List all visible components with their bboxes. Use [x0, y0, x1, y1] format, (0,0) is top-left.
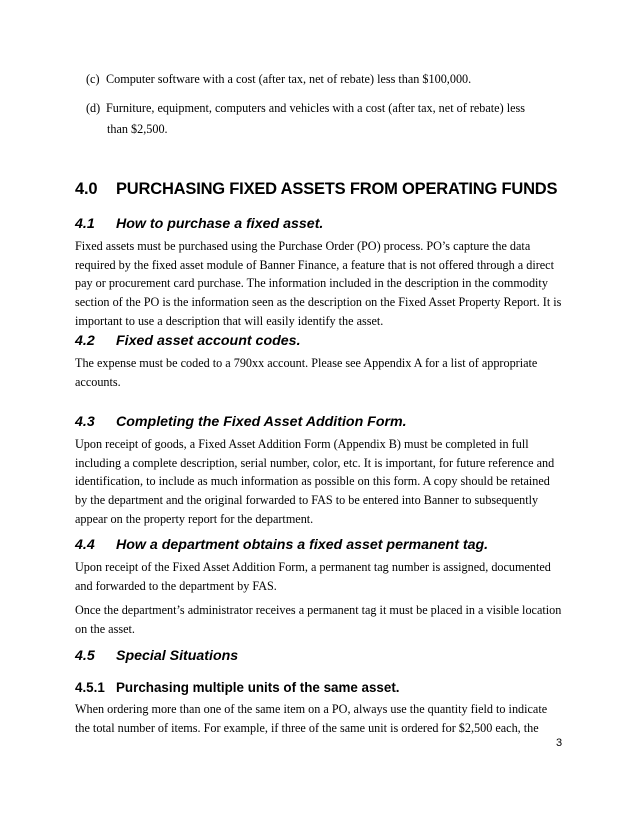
subsection-number: 4.3 — [75, 414, 95, 430]
subsection-title: Fixed asset account codes. — [116, 333, 301, 349]
paragraph-4-3: Upon receipt of goods, a Fixed Asset Addition Form (Appendix B) must be completed in full including a complete description, serial number, color, etc. It is important, for future reference and identification, to include as much information as possible on this form. A copy should be retained by the department and the original forwarded to FAS to be entered into Banner to subsequently appear on the property report for the department. — [75, 437, 555, 526]
subsection-title: How to purchase a fixed asset. — [116, 216, 324, 232]
subsection-title: Special Situations — [116, 648, 239, 664]
page-number: 3 — [556, 737, 563, 749]
subsection-heading-4-3 — [75, 414, 407, 430]
subsection-heading-4-5 — [75, 648, 238, 664]
list-item-continuation: than $2,500. — [107, 122, 168, 136]
subsection-title: How a department obtains a fixed asset permanent tag. — [116, 537, 489, 553]
list-item-d — [86, 98, 556, 140]
list-item-text: Furniture, equipment, computers and vehicles with a cost (after tax, net of rebate) less — [106, 101, 525, 115]
subsection-heading-4-5-1 — [75, 680, 400, 695]
paragraph-4-1: Fixed assets must be purchased using the Purchase Order (PO) process. PO’s capture the data required by the fixed asset module of Banner Finance, a feature that is not offered through a direct pay or procurement card purchase. The information included in the description in the commodity section of the PO is the information seen as the description on the Fixed Asset Property Report. It is important to use a description that will easily identify the asset. — [75, 239, 562, 328]
subsection-number: 4.4 — [75, 537, 95, 553]
paragraph-4-5-1: When ordering more than one of the same item on a PO, always use the quantity field to indicate the total number of items. For example, if three of the same unit is ordered for $2,500 each, the — [75, 702, 548, 735]
section-heading-4-0 — [75, 180, 557, 199]
subsection-title: Completing the Fixed Asset Addition Form. — [116, 414, 407, 430]
paragraph-4-4-a: Upon receipt of the Fixed Asset Addition Form, a permanent tag number is assigned, documented and forwarded to the department by FAS. — [75, 560, 551, 593]
paragraph-4-4-b: Once the department’s administrator receives a permanent tag it must be placed in a visible location on the asset. — [75, 603, 562, 636]
subsection-number: 4.1 — [75, 216, 95, 232]
list-marker: (c) — [86, 72, 100, 86]
paragraph-4-2: The expense must be coded to a 790xx account. Please see Appendix A for a list of appropriate accounts. — [75, 356, 538, 389]
subsection-number: 4.5 — [75, 648, 95, 664]
list-item-c — [86, 69, 556, 90]
section-title: PURCHASING FIXED ASSETS FROM OPERATING FUNDS — [116, 180, 558, 198]
subsection-heading-4-2 — [75, 333, 301, 349]
list-marker: (d) — [86, 101, 101, 115]
subsection-title: Purchasing multiple units of the same asset. — [116, 680, 400, 695]
subsection-heading-4-1 — [75, 216, 323, 232]
subsection-number: 4.5.1 — [75, 680, 105, 695]
list-item-text: Computer software with a cost (after tax, net of rebate) less than $100,000. — [106, 72, 472, 86]
subsection-number: 4.2 — [75, 333, 95, 349]
subsection-heading-4-4 — [75, 537, 488, 553]
section-number: 4.0 — [75, 180, 98, 198]
